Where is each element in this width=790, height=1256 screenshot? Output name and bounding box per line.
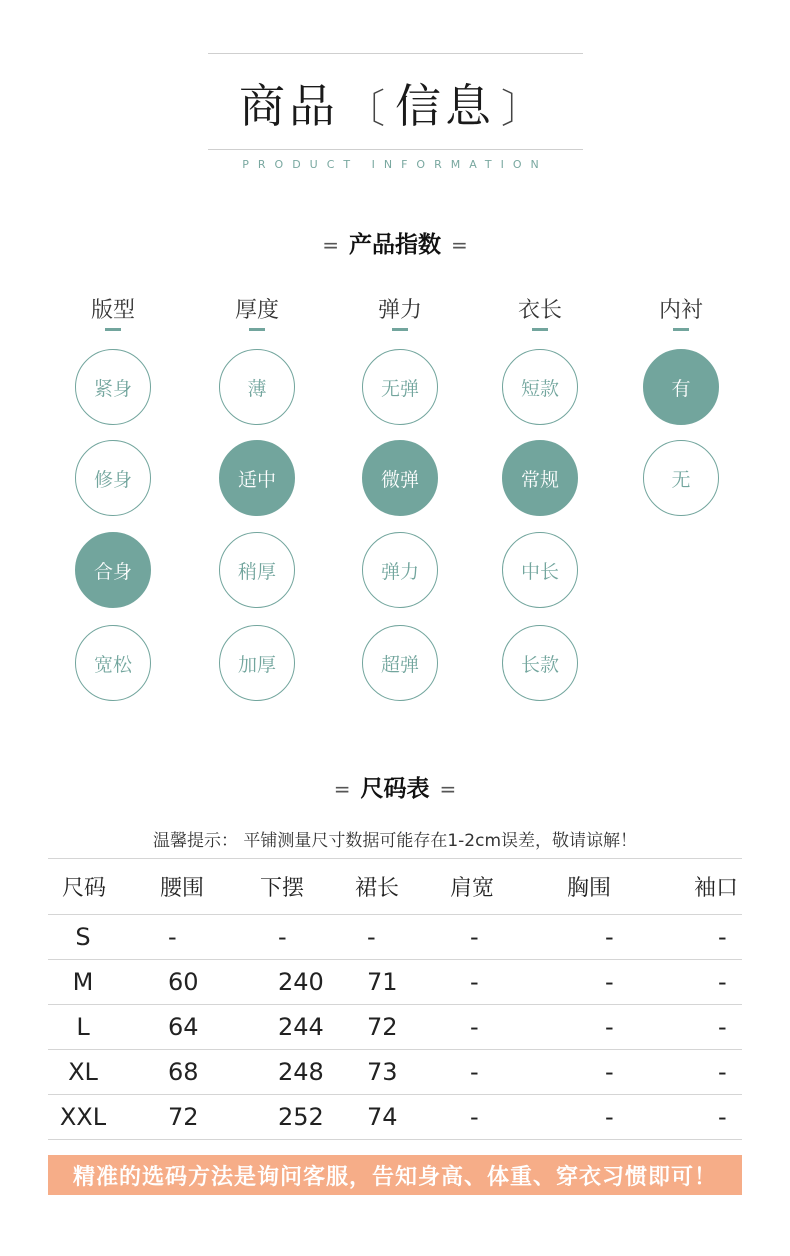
index-option: 宽松	[75, 625, 151, 701]
page-title	[0, 70, 790, 136]
size-value-cell: 248	[278, 1058, 324, 1086]
index-option: 长款	[502, 625, 578, 701]
size-value-cell: -	[718, 923, 727, 951]
size-value-cell: -	[278, 923, 287, 951]
title-deco-left: =	[322, 233, 339, 257]
size-row	[48, 915, 742, 960]
size-label-cell: M	[72, 968, 94, 996]
size-value-cell: -	[718, 968, 727, 996]
size-header-cell: 胸围	[567, 876, 612, 901]
header-top-line	[208, 53, 583, 54]
size-label-cell: XXL	[59, 1103, 107, 1131]
size-value-cell: -	[367, 923, 376, 951]
size-label-cell: L	[76, 1013, 90, 1041]
size-value-cell: 252	[278, 1103, 324, 1131]
index-option: 弹力	[362, 532, 438, 608]
index-option: 稍厚	[219, 532, 295, 608]
size-value-cell: -	[718, 1103, 727, 1131]
size-value-cell: -	[605, 1103, 614, 1131]
size-value-cell: 72	[168, 1103, 199, 1131]
size-label-cell: S	[75, 923, 91, 951]
index-column-underline	[532, 328, 548, 331]
index-column-label: 版型	[90, 298, 135, 323]
size-value-cell: -	[470, 923, 479, 951]
size-header-cell: 裙长	[355, 876, 400, 901]
size-header-cell: 下摆	[260, 876, 305, 901]
size-section-title: = 尺码表 =	[333, 776, 457, 802]
size-value-cell: -	[470, 1058, 479, 1086]
size-row	[48, 1050, 742, 1095]
index-option: 中长	[502, 532, 578, 608]
title-bracket-open: 〔	[345, 86, 389, 132]
index-option-selected: 常规	[502, 440, 578, 516]
size-table-header	[48, 859, 742, 915]
index-option: 薄	[219, 349, 295, 425]
size-value-cell: 244	[278, 1013, 324, 1041]
size-value-cell: -	[168, 923, 177, 951]
size-value-cell: 72	[367, 1013, 398, 1041]
size-value-cell: -	[605, 1058, 614, 1086]
header-bottom-line	[208, 149, 583, 150]
size-row	[48, 960, 742, 1005]
size-tip: 温馨提示： 平铺测量尺寸数据可能存在1-2cm误差，敬请谅解！	[152, 831, 638, 851]
page-subtitle: PRODUCT INFORMATION	[242, 158, 548, 171]
size-value-cell: 73	[367, 1058, 398, 1086]
size-table	[48, 858, 742, 1140]
index-option-selected: 适中	[219, 440, 295, 516]
index-column-label: 衣长	[517, 298, 562, 323]
size-row	[48, 1095, 742, 1140]
size-value-cell: 74	[367, 1103, 398, 1131]
index-column-underline	[392, 328, 408, 331]
size-header-cell: 袖口	[694, 876, 739, 901]
title-bracket-close: 〕	[501, 86, 545, 132]
size-row	[48, 1005, 742, 1050]
index-option: 超弹	[362, 625, 438, 701]
size-value-cell: -	[605, 923, 614, 951]
title-main: 商品	[239, 79, 339, 133]
index-option: 加厚	[219, 625, 295, 701]
index-option-selected: 合身	[75, 532, 151, 608]
index-section-title: = 产品指数 =	[322, 232, 468, 258]
size-value-cell: 68	[168, 1058, 199, 1086]
title-emphasis: 信息	[395, 79, 495, 133]
size-label-cell: XL	[68, 1058, 98, 1086]
size-value-cell: 71	[367, 968, 398, 996]
size-value-cell: -	[718, 1013, 727, 1041]
size-header-cell: 腰围	[160, 876, 205, 901]
index-column-underline	[673, 328, 689, 331]
size-value-cell: 64	[168, 1013, 199, 1041]
size-value-cell: 60	[168, 968, 199, 996]
index-option-selected: 微弹	[362, 440, 438, 516]
title-deco-right: =	[439, 777, 457, 801]
size-value-cell: -	[470, 968, 479, 996]
index-column-underline	[249, 328, 265, 331]
index-option: 紧身	[75, 349, 151, 425]
advice-banner: 精准的选码方法是询问客服，告知身高、体重、穿衣习惯即可！	[48, 1155, 742, 1195]
size-value-cell: -	[718, 1058, 727, 1086]
index-option-selected: 有	[643, 349, 719, 425]
index-column-label: 厚度	[234, 298, 279, 323]
size-header-cell: 尺码	[62, 876, 107, 901]
title-deco-left: =	[333, 777, 351, 801]
index-option: 无弹	[362, 349, 438, 425]
size-value-cell: -	[470, 1103, 479, 1131]
title-deco-right: =	[451, 233, 468, 257]
size-value-cell: -	[470, 1013, 479, 1041]
size-value-cell: -	[605, 968, 614, 996]
size-value-cell: -	[605, 1013, 614, 1041]
index-option: 修身	[75, 440, 151, 516]
size-value-cell: 240	[278, 968, 324, 996]
size-header-cell: 肩宽	[450, 876, 495, 901]
index-option: 短款	[502, 349, 578, 425]
index-column-underline	[105, 328, 121, 331]
index-column-label: 内衬	[658, 298, 703, 323]
index-option: 无	[643, 440, 719, 516]
index-column-label: 弹力	[377, 298, 422, 323]
